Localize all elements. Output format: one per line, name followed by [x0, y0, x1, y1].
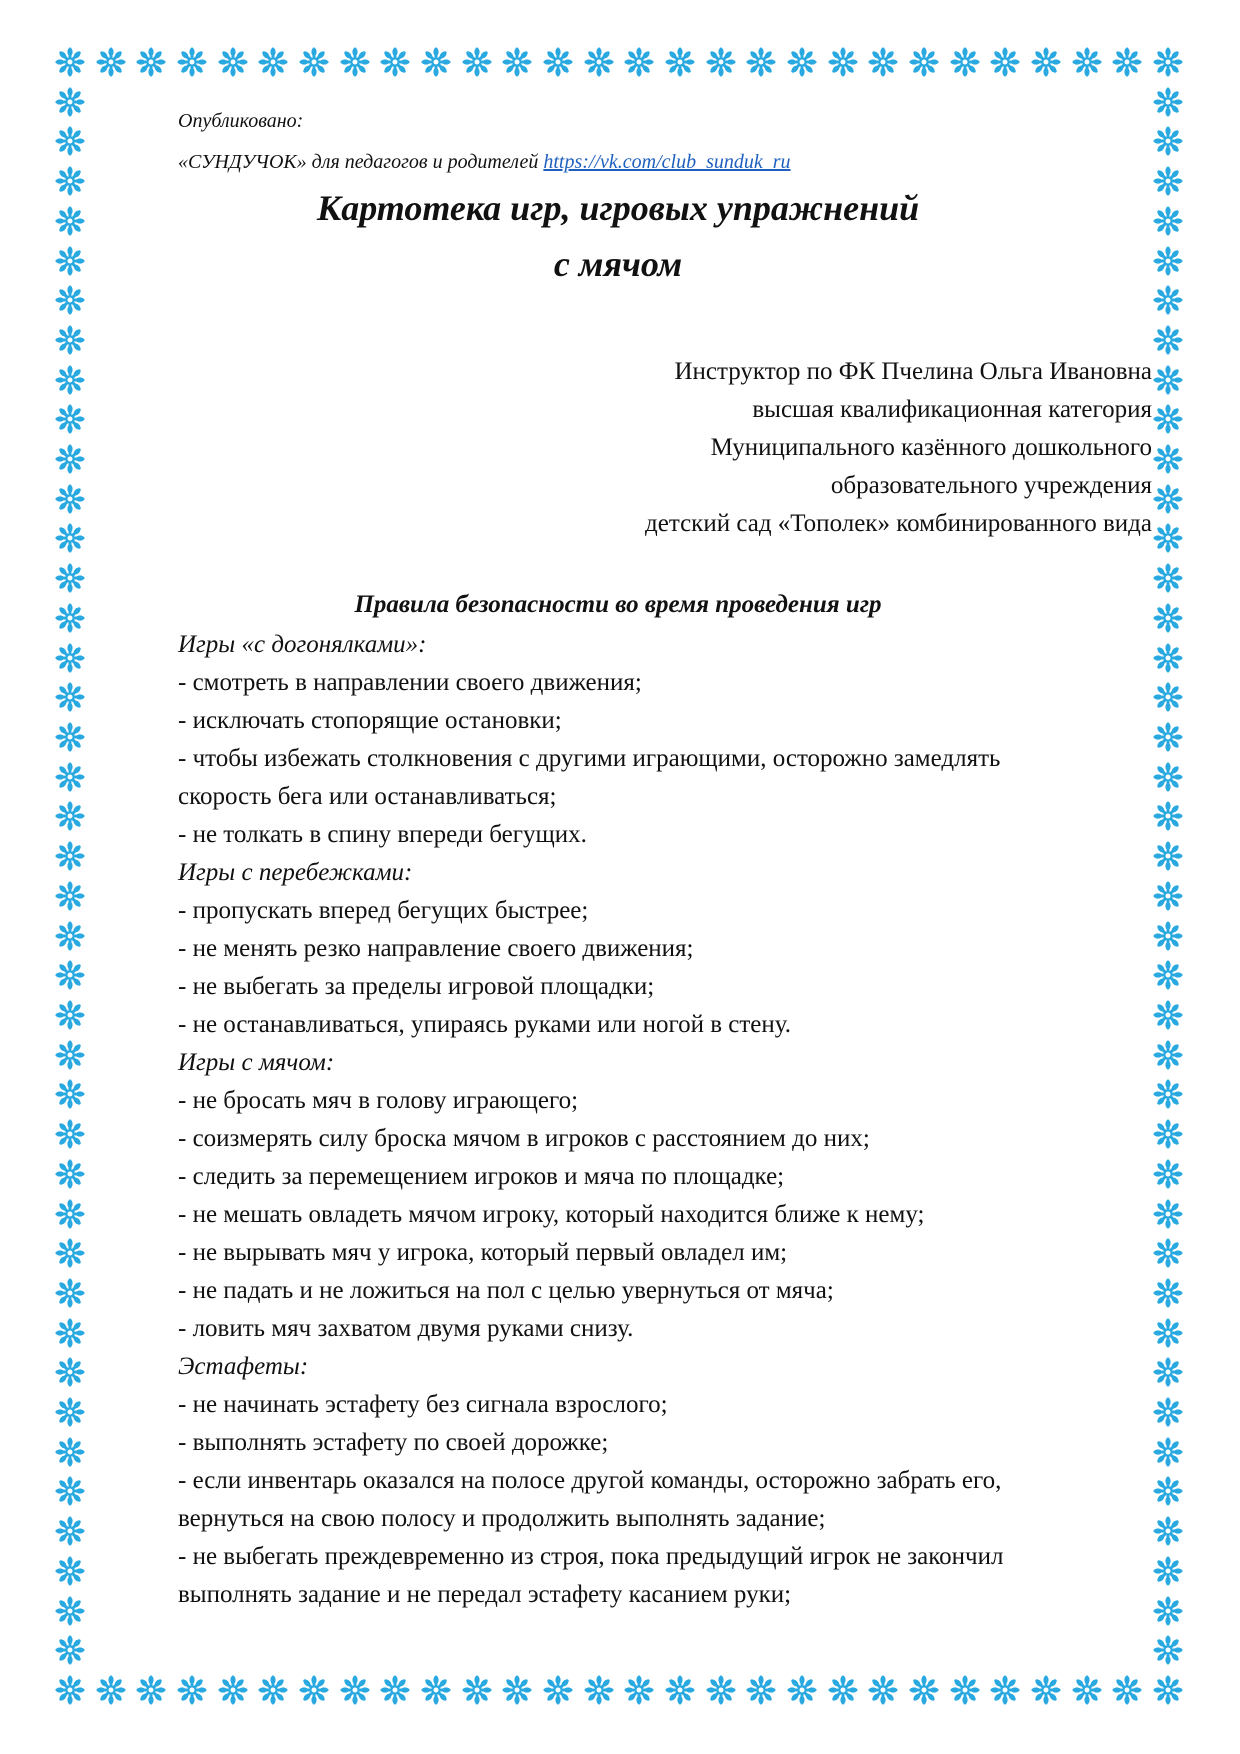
snowflake-icon [258, 47, 288, 77]
snowflake-icon [55, 1357, 85, 1387]
snowflake-icon [868, 47, 898, 77]
snowflake-icon [55, 484, 85, 514]
rule-line: вернуться на свою полосу и продолжить выполнять задание; [178, 1505, 826, 1532]
snowflake-icon [1153, 1635, 1183, 1665]
author-line: Муниципального казённого дошкольного [710, 434, 1152, 461]
snowflake-icon [502, 1675, 532, 1705]
snowflake-icon [584, 1675, 614, 1705]
rule-line: - исключать стопорящие остановки; [178, 707, 562, 734]
snowflake-icon [868, 1675, 898, 1705]
snowflake-icon [543, 1675, 573, 1705]
snowflake-icon [1153, 1437, 1183, 1467]
snowflake-icon [624, 1675, 654, 1705]
snowflake-icon [787, 1675, 817, 1705]
snowflake-icon [55, 126, 85, 156]
snowflake-icon [55, 1556, 85, 1586]
rule-line: - не выбегать преждевременно из строя, пока предыдущий игрок не закончил [178, 1543, 1004, 1570]
snowflake-icon [55, 246, 85, 276]
snowflake-icon [55, 1159, 85, 1189]
snowflake-icon [55, 1119, 85, 1149]
snowflake-icon [1153, 960, 1183, 990]
rule-line: - не бросать мяч в голову играющего; [178, 1087, 579, 1114]
section-title: Правила безопасности во время проведения игр [354, 591, 882, 618]
snowflake-icon [55, 841, 85, 871]
snowflake-icon [746, 1675, 776, 1705]
rule-line: - выполнять эстафету по своей дорожке; [178, 1429, 609, 1456]
snowflake-icon [950, 47, 980, 77]
snowflake-icon [706, 47, 736, 77]
snowflake-icon [55, 1318, 85, 1348]
snowflake-icon [258, 1675, 288, 1705]
snowflake-icon [746, 47, 776, 77]
snowflake-icon [421, 47, 451, 77]
rule-line: - не останавливаться, упираясь руками или ногой в стену. [178, 1011, 792, 1038]
rule-line: - ловить мяч захватом двумя руками снизу. [178, 1315, 634, 1342]
snowflake-icon [584, 47, 614, 77]
document-title-line-1: Картотека игр, игровых упражнений [316, 188, 920, 228]
published-source-text: «СУНДУЧОК» для педагогов и родителей [178, 151, 539, 173]
snowflake-icon [55, 444, 85, 474]
snowflake-icon [136, 47, 166, 77]
snowflake-icon [55, 404, 85, 434]
snowflake-icon [55, 325, 85, 355]
snowflake-icon [1153, 1238, 1183, 1268]
snowflake-icon [1031, 47, 1061, 77]
snowflake-icon [665, 47, 695, 77]
snowflake-icon [380, 1675, 410, 1705]
category-heading: Игры с перебежками: [178, 859, 413, 886]
snowflake-icon [55, 1437, 85, 1467]
snowflake-icon [55, 722, 85, 752]
snowflake-icon [1153, 1199, 1183, 1229]
snowflake-icon [1153, 722, 1183, 752]
snowflake-icon [502, 47, 532, 77]
snowflake-icon [55, 87, 85, 117]
author-line: детский сад «Тополек» комбинированного вида [645, 510, 1152, 537]
snowflake-icon [462, 1675, 492, 1705]
snowflake-icon [340, 1675, 370, 1705]
snowflake-icon [177, 1675, 207, 1705]
snowflake-icon [665, 1675, 695, 1705]
snowflake-icon [1153, 1159, 1183, 1189]
snowflake-icon [1153, 325, 1183, 355]
source-link[interactable]: https://vk.com/club_sunduk_ru [543, 151, 791, 173]
category-heading: Игры с мячом: [178, 1049, 335, 1076]
snowflake-icon [1153, 1357, 1183, 1387]
snowflake-icon [1112, 1675, 1142, 1705]
snowflake-icon [1153, 365, 1183, 395]
published-source [178, 149, 791, 175]
snowflake-icon [55, 603, 85, 633]
snowflake-icon [1153, 206, 1183, 236]
snowflake-icon [55, 365, 85, 395]
snowflake-icon [950, 1675, 980, 1705]
snowflake-icon [1153, 603, 1183, 633]
rule-line: - не менять резко направление своего движения; [178, 935, 694, 962]
snowflake-icon [1031, 1675, 1061, 1705]
snowflake-icon [1153, 87, 1183, 117]
category-heading: Игры «с догонялками»: [178, 631, 427, 658]
rule-line: - не мешать овладеть мячом игроку, который находится ближе к нему; [178, 1201, 925, 1228]
snowflake-icon [55, 1596, 85, 1626]
snowflake-icon [1153, 1278, 1183, 1308]
rule-line: скорость бега или останавливаться; [178, 783, 557, 810]
snowflake-icon [55, 1079, 85, 1109]
snowflake-icon [421, 1675, 451, 1705]
snowflake-icon [1153, 801, 1183, 831]
snowflake-icon [706, 1675, 736, 1705]
rule-line: выполнять задание и не передал эстафету касанием руки; [178, 1581, 792, 1608]
snowflake-icon [1153, 921, 1183, 951]
snowflake-icon [909, 1675, 939, 1705]
snowflake-icon [1153, 1000, 1183, 1030]
category-heading: Эстафеты: [178, 1353, 309, 1380]
snowflake-icon [55, 1397, 85, 1427]
snowflake-icon [828, 47, 858, 77]
snowflake-icon [55, 960, 85, 990]
snowflake-icon [340, 47, 370, 77]
rule-line: - не падать и не ложиться на пол с целью увернуться от мяча; [178, 1277, 834, 1304]
snowflake-icon [136, 1675, 166, 1705]
snowflake-icon [55, 682, 85, 712]
snowflake-icon [55, 1199, 85, 1229]
snowflake-icon [1153, 285, 1183, 315]
snowflake-icon [55, 762, 85, 792]
snowflake-icon [1153, 1556, 1183, 1586]
snowflake-icon [55, 206, 85, 236]
snowflake-icon [1072, 1675, 1102, 1705]
snowflake-icon [55, 1476, 85, 1506]
rule-line: - если инвентарь оказался на полосе другой команды, осторожно забрать его, [178, 1467, 1002, 1494]
rule-line: - пропускать вперед бегущих быстрее; [178, 897, 589, 924]
snowflake-icon [55, 285, 85, 315]
snowflake-icon [624, 47, 654, 77]
snowflake-icon [55, 523, 85, 553]
snowflake-icon [1153, 484, 1183, 514]
rule-line: - не начинать эстафету без сигнала взрослого; [178, 1391, 668, 1418]
snowflake-icon [1153, 126, 1183, 156]
snowflake-icon [1153, 404, 1183, 434]
snowflake-icon [55, 1516, 85, 1546]
snowflake-icon [1153, 444, 1183, 474]
snowflake-icon [55, 881, 85, 911]
snowflake-icon [1153, 643, 1183, 673]
snowflake-icon [1153, 682, 1183, 712]
snowflake-icon [1153, 1318, 1183, 1348]
snowflake-icon [1153, 1119, 1183, 1149]
snowflake-icon [1153, 563, 1183, 593]
snowflake-icon [909, 47, 939, 77]
snowflake-icon [1072, 47, 1102, 77]
snowflake-icon [380, 47, 410, 77]
snowflake-icon [55, 643, 85, 673]
rule-line: - не вырывать мяч у игрока, который первый овладел им; [178, 1239, 788, 1266]
rule-line: - соизмерять силу броска мячом в игроков с расстоянием до них; [178, 1125, 870, 1152]
snowflake-icon [55, 1675, 85, 1705]
snowflake-icon [1153, 1675, 1183, 1705]
snowflake-icon [1153, 523, 1183, 553]
snowflake-icon [462, 47, 492, 77]
snowflake-icon [543, 47, 573, 77]
snowflake-icon [96, 1675, 126, 1705]
document-title-line-2: с мячом [553, 244, 683, 284]
rule-line: - не выбегать за пределы игровой площадки; [178, 973, 655, 1000]
snowflake-icon [55, 1278, 85, 1308]
snowflake-icon [218, 1675, 248, 1705]
snowflake-icon [1153, 881, 1183, 911]
snowflake-icon [990, 47, 1020, 77]
snowflake-icon [1153, 1079, 1183, 1109]
snowflake-icon [55, 166, 85, 196]
snowflake-icon [1153, 1516, 1183, 1546]
snowflake-icon [299, 47, 329, 77]
snowflake-icon [218, 47, 248, 77]
snowflake-icon [1153, 1476, 1183, 1506]
snowflake-icon [177, 47, 207, 77]
snowflake-icon [1153, 47, 1183, 77]
snowflake-icon [828, 1675, 858, 1705]
snowflake-icon [1153, 166, 1183, 196]
published-label: Опубликовано: [178, 110, 304, 132]
snowflake-icon [1153, 841, 1183, 871]
snowflake-icon [1153, 1596, 1183, 1626]
rule-line: - чтобы избежать столкновения с другими играющими, осторожно замедлять [178, 745, 1001, 772]
snowflake-icon [55, 921, 85, 951]
snowflake-icon [1153, 1040, 1183, 1070]
snowflake-icon [1112, 47, 1142, 77]
rule-line: - не толкать в спину впереди бегущих. [178, 821, 587, 848]
snowflake-icon [55, 801, 85, 831]
snowflake-icon [990, 1675, 1020, 1705]
author-line: образовательного учреждения [830, 472, 1152, 499]
author-line: высшая квалификационная категория [752, 396, 1152, 423]
snowflake-icon [787, 47, 817, 77]
snowflake-icon [55, 563, 85, 593]
rule-line: - смотреть в направлении своего движения; [178, 669, 642, 696]
snowflake-icon [96, 47, 126, 77]
snowflake-icon [55, 1635, 85, 1665]
snowflake-icon [1153, 762, 1183, 792]
author-line: Инструктор по ФК Пчелина Ольга Ивановна [674, 358, 1152, 385]
snowflake-icon [299, 1675, 329, 1705]
snowflake-icon [55, 1000, 85, 1030]
rule-line: - следить за перемещением игроков и мяча по площадке; [178, 1163, 785, 1190]
snowflake-icon [1153, 1397, 1183, 1427]
snowflake-icon [1153, 246, 1183, 276]
snowflake-icon [55, 1040, 85, 1070]
snowflake-icon [55, 47, 85, 77]
snowflake-icon [55, 1238, 85, 1268]
